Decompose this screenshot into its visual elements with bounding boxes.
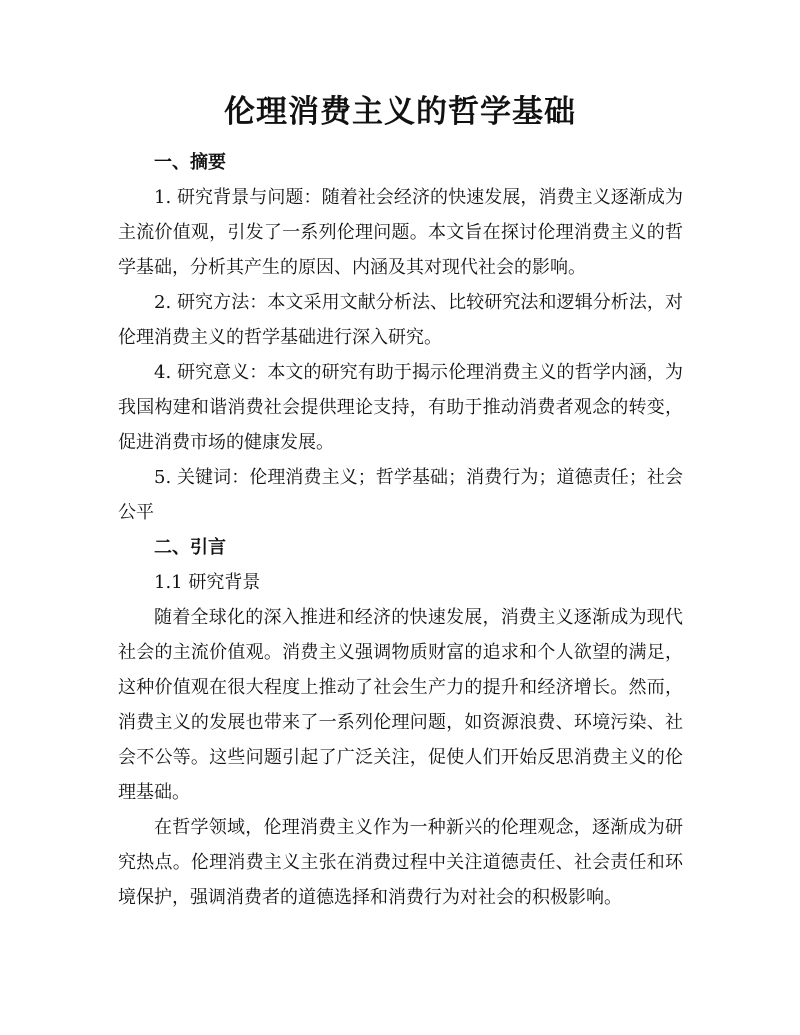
section-heading-introduction: 二、引言 <box>154 537 226 558</box>
body-paragraph: 在哲学领域，伦理消费主义作为一种新兴的伦理观念，逐渐成为研究热点。伦理消费主义主张在消费过程中关注道德责任、社会责任和环境保护，强调消费者的道德选择和消费行为对社会的积极影响。 <box>118 817 683 908</box>
abstract-paragraph-keywords: 5. 关键词：伦理消费主义；哲学基础；消费行为；道德责任；社会公平 <box>118 467 683 523</box>
abstract-paragraph-significance: 4. 研究意义：本文的研究有助于揭示伦理消费主义的哲学内涵，为我国构建和谐消费社会提供理论支持，有助于推动消费者观念的转变，促进消费市场的健康发展。 <box>118 362 683 453</box>
section-heading-abstract: 一、摘要 <box>154 152 226 173</box>
document-title: 伦理消费主义的哲学基础 <box>224 94 576 130</box>
document-body <box>118 145 683 915</box>
abstract-paragraph-background: 1. 研究背景与问题：随着社会经济的快速发展，消费主义逐渐成为主流价值观，引发了一系列伦理问题。本文旨在探讨伦理消费主义的哲学基础，分析其产生的原因、内涵及其对现代社会的影响。 <box>118 187 683 278</box>
abstract-paragraph-method: 2. 研究方法：本文采用文献分析法、比较研究法和逻辑分析法，对伦理消费主义的哲学基础进行深入研究。 <box>118 292 683 348</box>
subsection-heading-background: 1.1 研究背景 <box>154 572 261 593</box>
body-paragraph: 随着全球化的深入推进和经济的快速发展，消费主义逐渐成为现代社会的主流价值观。消费主义强调物质财富的追求和个人欲望的满足，这种价值观在很大程度上推动了社会生产力的提升和经济增长。然而，消费主义的发展也带来了一系列伦理问题，如资源浪费、环境污染、社会不公等。这些问题引起了广泛关注，促使人们开始反思消费主义的伦理基础。 <box>118 607 683 803</box>
